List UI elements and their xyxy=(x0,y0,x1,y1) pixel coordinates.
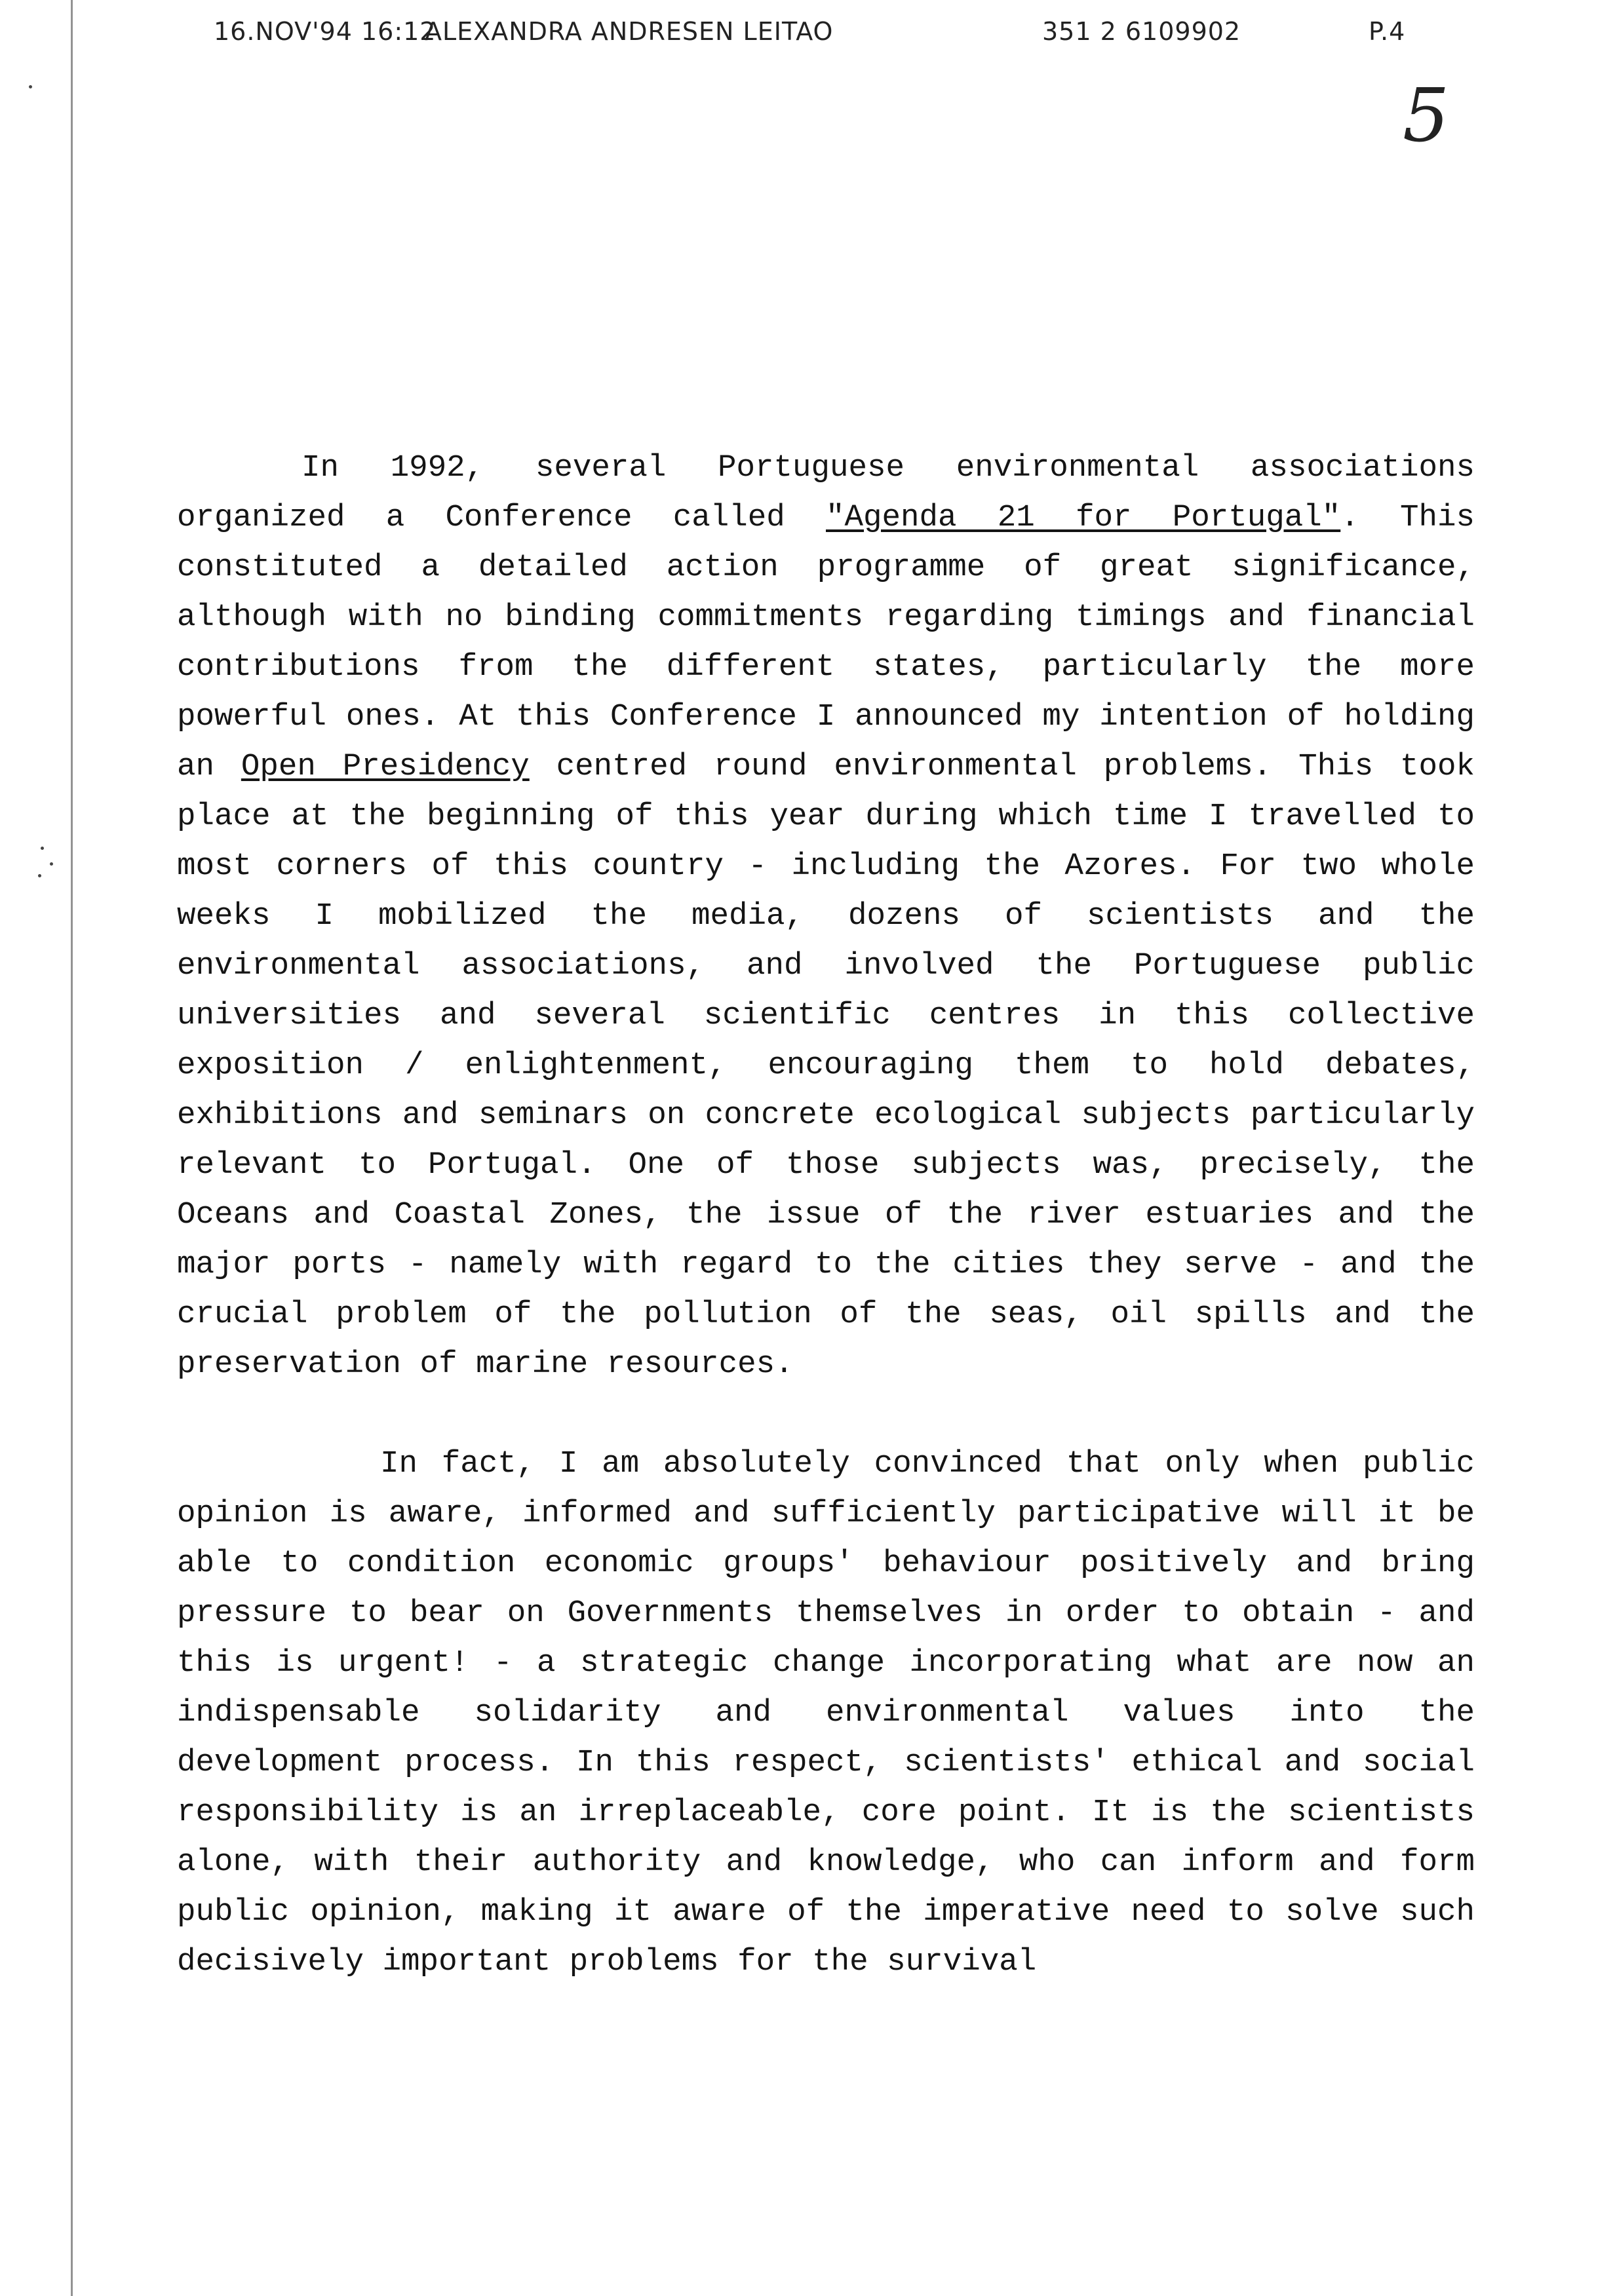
page-left-edge xyxy=(71,0,73,2296)
fax-datetime: 16.NOV'94 16:12 xyxy=(214,17,437,46)
fax-sender: ALEXANDRA ANDRESEN LEITAO xyxy=(425,17,834,46)
handwritten-page-number: 5 xyxy=(1403,73,1450,159)
scan-speck xyxy=(50,862,53,866)
paragraph-text: In 1992, several Portuguese environmental associations organized a Conference called xyxy=(177,450,1475,535)
open-presidency-term: Open Presidency xyxy=(241,749,530,784)
document-body xyxy=(177,443,1475,1987)
scan-speck xyxy=(41,847,44,850)
fax-header xyxy=(0,17,1615,50)
paragraph-1 xyxy=(177,443,1475,1389)
scan-speck xyxy=(38,874,41,877)
fax-page-number: P.4 xyxy=(1369,17,1406,46)
paragraph-2: In fact, I am absolutely convinced that only when public opinion is aware, informed and sufficiently participative will it be able to condition economic groups' behaviour positively and bring pressure to bear on Governments themselves in order to obtain - and this is urgent! - a strategic change incorporating what are now an indispensable solidarity and environmental values into the development process. In this respect, scientists' ethical and social responsibility is an irreplaceable, core point. It is the scientists alone, with their authority and knowledge, who can inform and form public opinion, making it aware of the imperative need to solve such decisively important problems for the survival xyxy=(177,1446,1475,1980)
paragraph-text: centred round environmental problems. This took place at the beginning of this year during which time I travelled to most corners of this country - including the Azores. For two whole weeks I mobilized the media, dozens of scientists and the environmental associations, and involved the Portuguese public universities and several scientific centres in this collective exposition / enlightenment, encouraging them to hold debates, exhibitions and seminars on concrete ecological subjects particularly relevant to Portugal. One of those subjects was, precisely, the Oceans and Coastal Zones, the issue of the river estuaries and the major ports - namely with regard to the cities they serve - and the crucial problem of the pollution of the seas, oil spills and the preservation of marine resources. xyxy=(177,749,1475,1382)
scan-speck xyxy=(29,85,32,88)
agenda-21-title: "Agenda 21 for Portugal" xyxy=(826,500,1341,535)
fax-number: 351 2 6109902 xyxy=(1042,17,1241,46)
paragraph-text: . This constituted a detailed action programme of great significance, although with no binding commitments regarding timings and financial contributions from the different states, particularly the more powerful ones. At this Conference I announced my intention of holding an xyxy=(177,500,1475,784)
